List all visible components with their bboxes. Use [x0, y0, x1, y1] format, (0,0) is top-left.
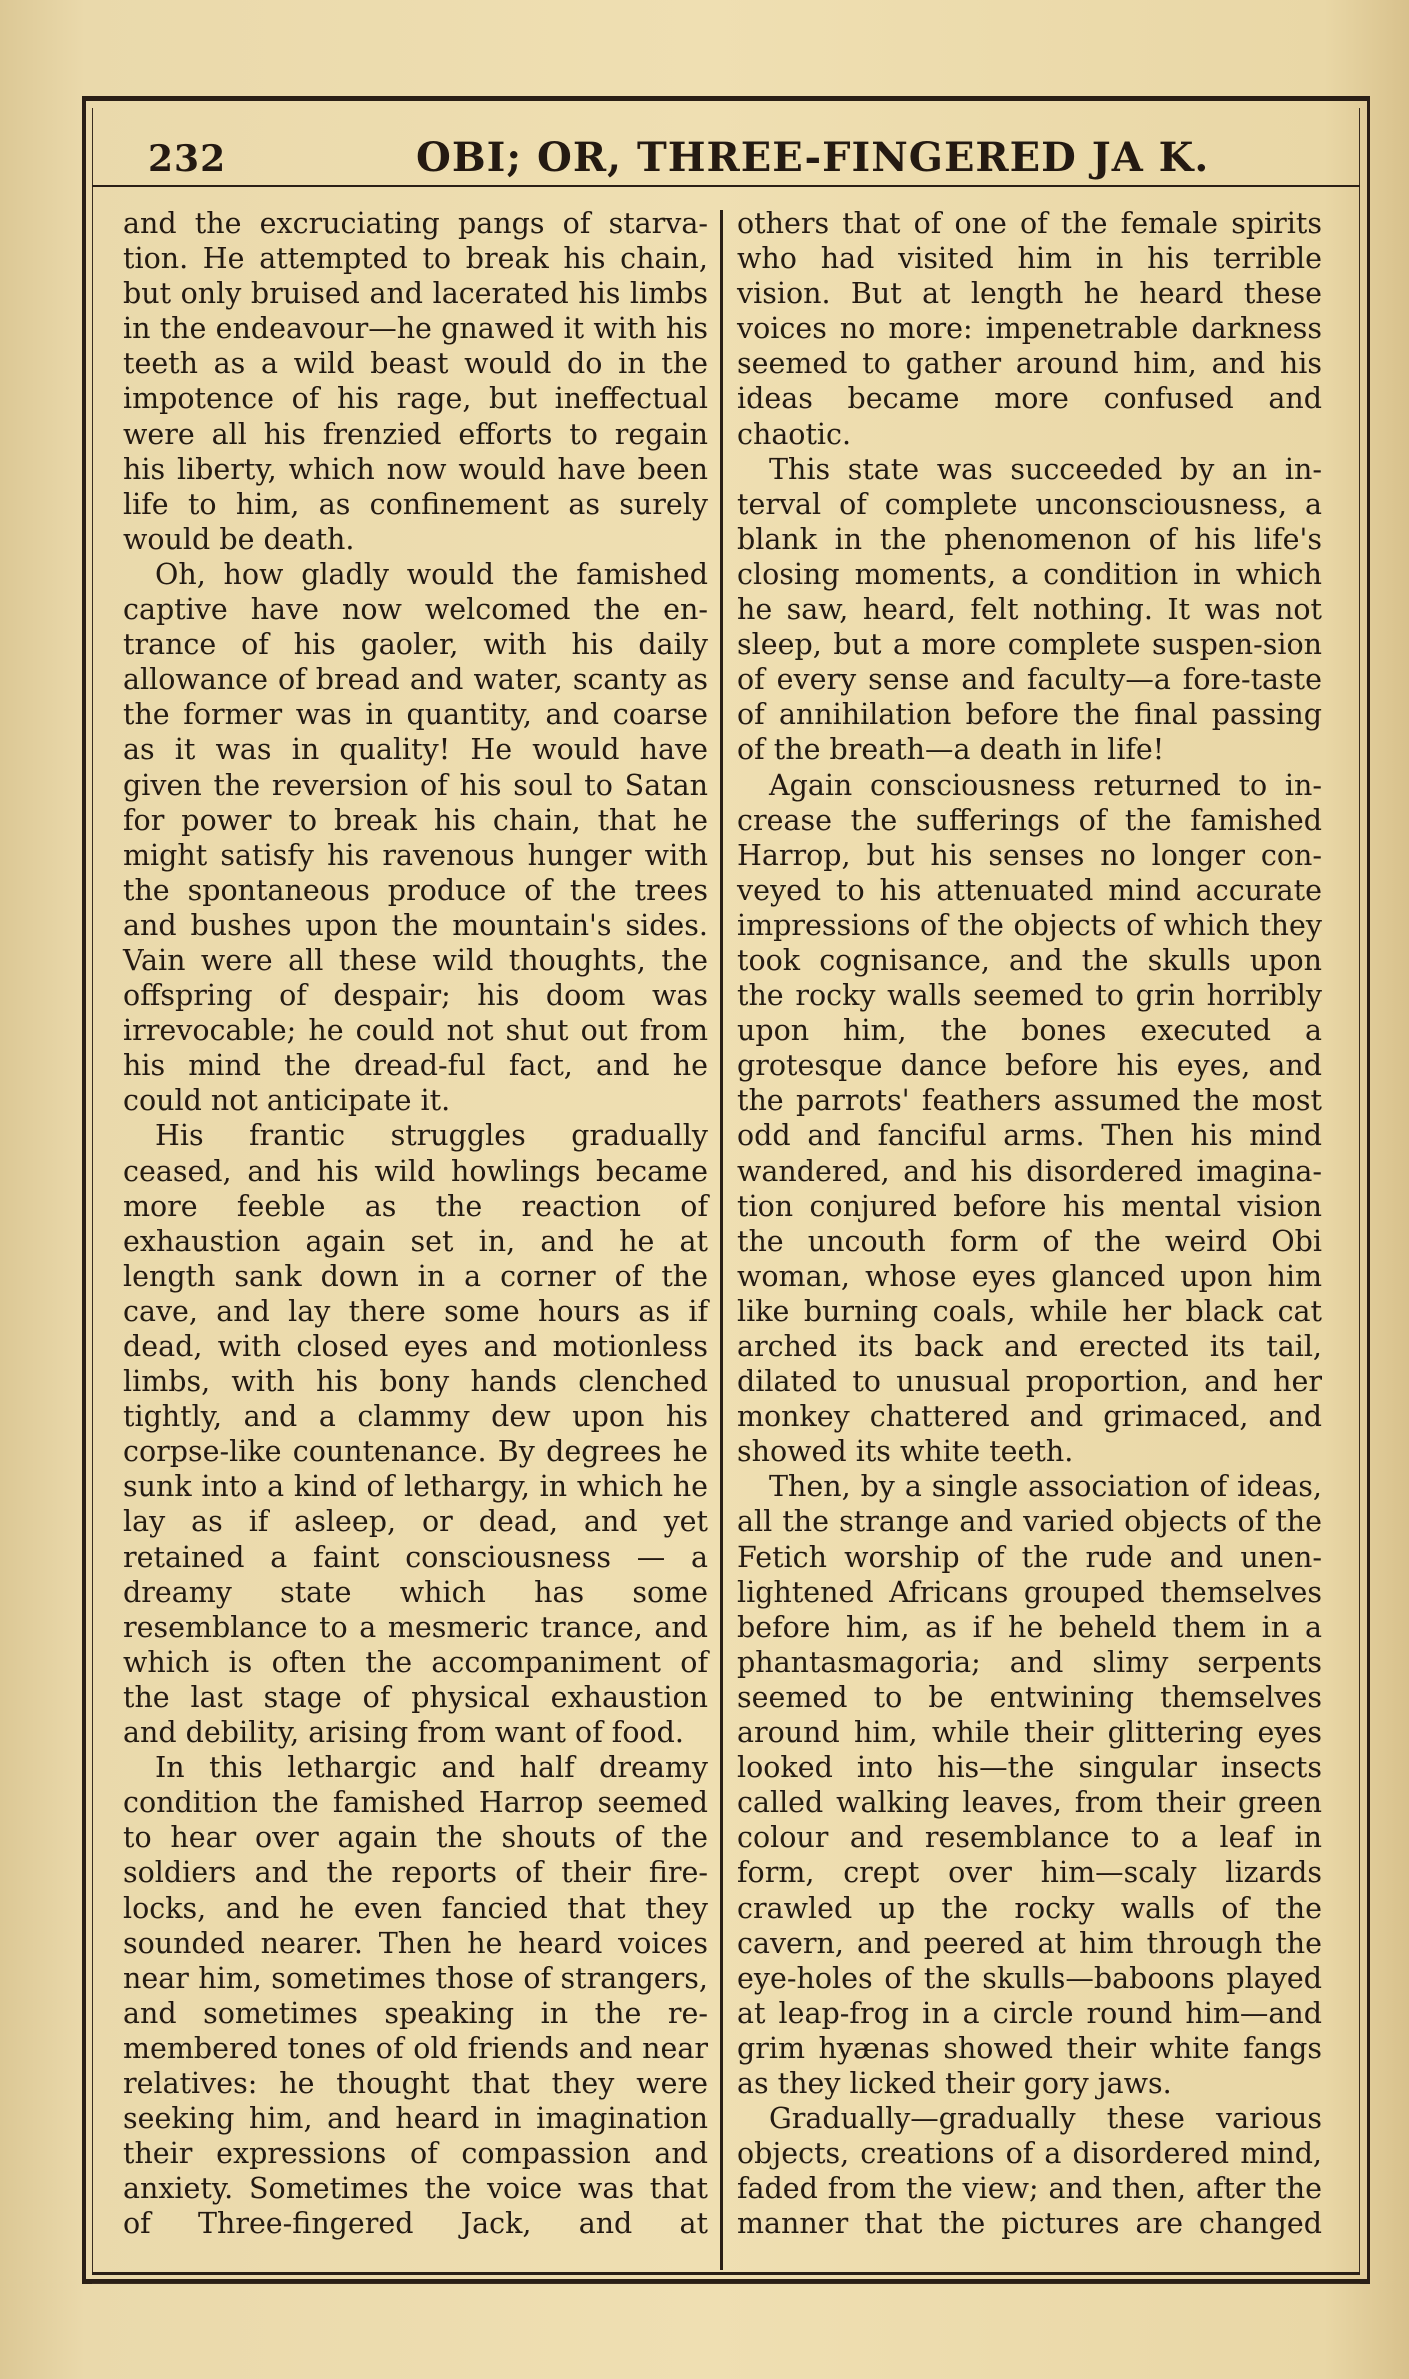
- paragraph: In this lethargic and half dreamy condition the famished Harrop seemed to hear over again the shouts of the soldiers and the reports of their fire-locks, and he even fancied that they sounded nearer. Then he heard voices near him, sometimes those of strangers, and sometimes speaking in the re-membered tones of old friends and near relatives: he thought that they were seeking him, and heard in imagination their expressions of compassion and anxiety. Sometimes the voice was that of Three-fingered Jack, and at: [123, 1751, 708, 2241]
- left-column: [123, 206, 708, 2241]
- page-number: 232: [148, 138, 227, 180]
- paragraph: His frantic struggles gradually ceased, and his wild howlings became more feeble as the reaction of exhaustion again set in, and he at length sank down in a corner of the cave, and lay there some hours as if dead, with closed eyes and motionless limbs, with his bony hands clenched tightly, and a clammy dew upon his corpse-like countenance. By degrees he sunk into a kind of lethargy, in which he lay as if asleep, or dead, and yet retained a faint consciousness — a dreamy state which has some resemblance to a mesmeric trance, and which is often the accompaniment of the last stage of physical exhaustion and debility, arising from want of food.: [123, 1119, 708, 1750]
- paragraph: and the excruciating pangs of starva-tion. He attempted to break his chain, but only bruised and lacerated his limbs in the endeavour—he gnawed it with his teeth as a wild beast would do in the impotence of his rage, but ineffectual were all his frenzied efforts to regain his liberty, which now would have been life to him, as confinement as surely would be death.: [123, 207, 708, 556]
- paragraph: Then, by a single association of ideas, all the strange and varied objects of the Fetich worship of the rude and unen-lightened Africans grouped themselves before him, as if he beheld them in a phantasmagoria; and slimy serpents seemed to be entwining themselves around him, while their glittering eyes looked into his—the singular insects called walking leaves, from their green colour and resemblance to a leaf in form, crept over him—scaly lizards crawled up the rocky walls of the cavern, and peered at him through the eye-holes of the skulls—baboons played at leap-frog in a circle round him—and grim hyænas showed their white fangs as they licked their gory jaws.: [737, 1470, 1322, 2100]
- paragraph: Gradually—gradually these various objects, creations of a disordered mind, faded from the view; and then, after the manner that the pictures are changed: [737, 2102, 1322, 2241]
- paragraph: others that of one of the female spirits who had visited him in his terrible vision. But at length he heard these voices no more: impenetrable darkness seemed to gather around him, and his ideas became more confused and chaotic.: [737, 207, 1322, 451]
- paragraph: Again consciousness returned to in-crease the sufferings of the famished Harrop, but his senses no longer con-veyed to his attenuated mind accurate impressions of the objects of which they took cognisance, and the skulls upon the rocky walls seemed to grin horribly upon him, the bones executed a grotesque dance before his eyes, and the parrots' feathers assumed the most odd and fanciful arms. Then his mind wandered, and his disordered imagina-tion conjured before his mental vision the uncouth form of the weird Obi woman, whose eyes glanced upon him like burning coals, while her black cat arched its back and erected its tail, dilated to unusual proportion, and her monkey chattered and grimaced, and showed its white teeth.: [737, 768, 1322, 1469]
- right-column: [737, 206, 1322, 2241]
- header-rule: [92, 185, 1360, 187]
- bottom-rule-thin: [92, 2283, 1360, 2284]
- paragraph: Oh, how gladly would the famished captive have now welcomed the en-trance of his gaoler, with his daily allowance of bread and water, scanty as the former was in quantity, and coarse as it was in quality! He would have given the reversion of his soul to Satan for power to break his chain, that he might satisfy his ravenous hunger with the spontaneous produce of the trees and bushes upon the mountain's sides. Vain were all these wild thoughts, the offspring of despair; his doom was irrevocable; he could not shut out from his mind the dread-ful fact, and he could not anticipate it.: [123, 557, 708, 1118]
- column-divider: [720, 210, 723, 2270]
- running-title: OBI; OR, THREE-FINGERED JA K.: [416, 134, 1210, 181]
- bottom-rule: [92, 2272, 1360, 2275]
- paragraph: This state was succeeded by an in-terval of complete unconsciousness, a blank in the phenomenon of his life's closing moments, a condition in which he saw, heard, felt nothing. It was not sleep, but a more complete suspen-sion of every sense and faculty—a fore-taste of annihilation before the final passing of the breath—a death in life!: [737, 452, 1322, 767]
